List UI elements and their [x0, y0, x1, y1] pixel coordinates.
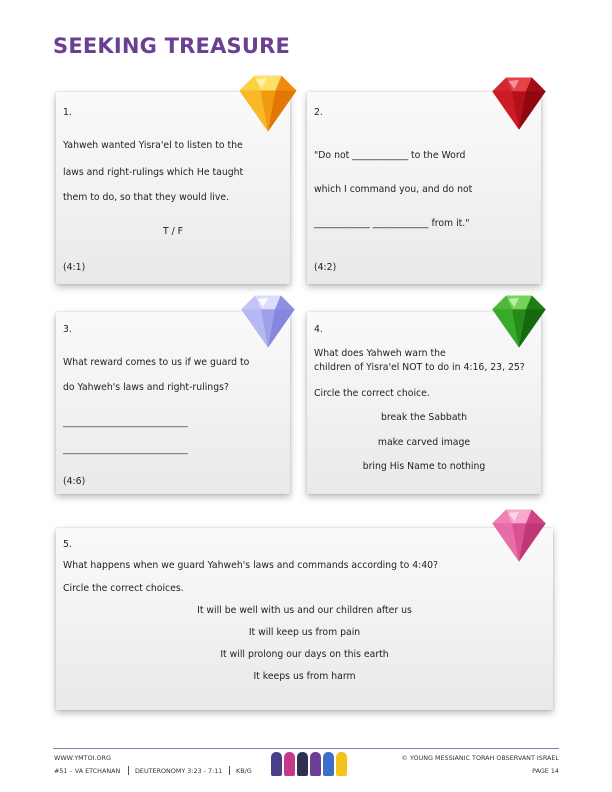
fill-in-blank-line[interactable]: ____________ ____________ from it.": [314, 218, 470, 229]
pink-gem-icon: [488, 506, 550, 564]
question-text-line: children of Yisra'el NOT to do in 4:16, 23, 25?: [314, 362, 525, 373]
question-text-line: them to do, so that they would live.: [63, 192, 230, 203]
instruction-text: Circle the correct choice.: [314, 388, 430, 399]
fill-in-blank-line: which I command you, and do not: [314, 184, 473, 195]
footer-site-link[interactable]: WWW.YMTOI.ORG: [54, 754, 111, 762]
scripture-reference: (4:2): [314, 262, 337, 273]
footer-divider: [53, 748, 559, 749]
footer-separator: [128, 766, 129, 775]
footer-reference: DEUTERONOMY 3:23 - 7:11: [135, 767, 223, 775]
question-number: 4.: [314, 324, 323, 335]
choice-option[interactable]: It will prolong our days on this earth: [220, 649, 389, 660]
scripture-reference: (4:6): [63, 476, 86, 487]
choice-option[interactable]: It will be well with us and our children after us: [197, 605, 412, 616]
answer-blank[interactable]: ________________________________: [63, 417, 188, 427]
question-number: 1.: [63, 107, 72, 118]
instruction-text: Circle the correct choices.: [63, 583, 184, 594]
footer-grade: KB/G: [236, 767, 252, 775]
question-text-line: What reward comes to us if we guard to: [63, 357, 250, 368]
footer-copyright: © YOUNG MESSIANIC TORAH OBSERVANT ISRAEL: [401, 754, 559, 762]
choice-option[interactable]: It will keep us from pain: [248, 627, 361, 638]
choice-option[interactable]: It keeps us from harm: [253, 671, 356, 682]
yellow-gem-icon: [236, 72, 300, 134]
choice-option[interactable]: make carved image: [377, 437, 471, 448]
answer-blank[interactable]: ________________________________: [63, 444, 188, 454]
green-gem-icon: [488, 292, 550, 350]
question-text-line: Yahweh wanted Yisra'el to listen to the: [63, 140, 243, 151]
question-text-line: laws and right-rulings which He taught: [63, 167, 244, 178]
question-text-line: What does Yahweh warn the: [314, 348, 446, 359]
question-number: 5.: [63, 539, 72, 550]
true-false-choice[interactable]: T / F: [162, 226, 184, 237]
page-title: SEEKING TREASURE: [53, 34, 291, 58]
question-text-line: do Yahweh's laws and right-rulings?: [63, 382, 229, 393]
red-gem-icon: [488, 74, 550, 132]
choice-option[interactable]: break the Sabbath: [380, 412, 468, 423]
question-number: 3.: [63, 324, 72, 335]
choice-option[interactable]: bring His Name to nothing: [362, 461, 486, 472]
fill-in-blank-line[interactable]: "Do not ____________ to the Word: [314, 150, 466, 161]
footer-portion: #51 – VA ETCHANAN: [54, 767, 121, 775]
question-text-line: What happens when we guard Yahweh's laws and commands according to 4:40?: [63, 560, 439, 571]
question-number: 2.: [314, 107, 323, 118]
question-card-5: [56, 528, 553, 710]
footer-separator: [229, 766, 230, 775]
scripture-reference: (4:1): [63, 262, 86, 273]
blue-gem-icon: [236, 292, 300, 350]
page-number: PAGE 14: [532, 767, 559, 775]
